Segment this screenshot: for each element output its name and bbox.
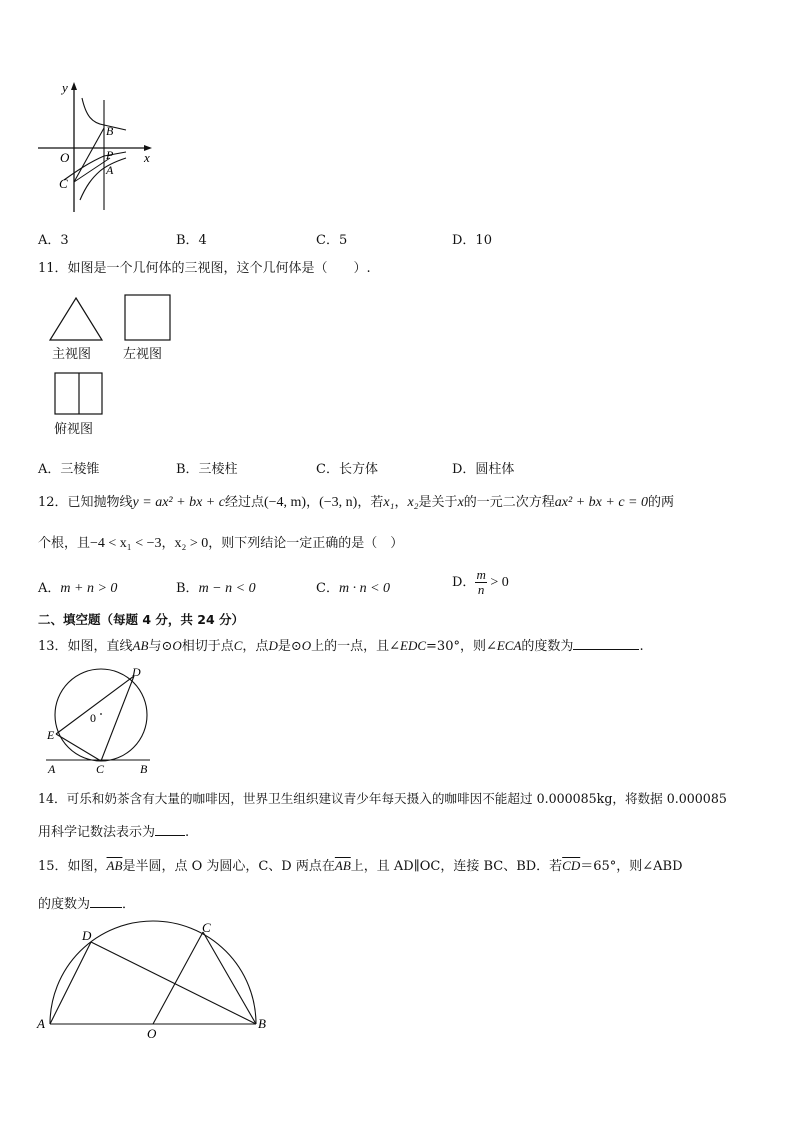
q12-option-d-den: n — [477, 582, 485, 597]
q12-option-b-label: B． — [176, 581, 199, 596]
q12-line2-a: 个根，且 — [38, 536, 91, 551]
q13-o: O — [172, 638, 182, 653]
q14-line2-end: . — [185, 825, 190, 840]
q12-option-d-fraction — [475, 568, 486, 597]
q12-text-b: 经过点 — [224, 495, 264, 510]
q12-stem-line1 — [38, 494, 674, 512]
q15-text-b: 是半圆，点 O 为圆心，C、D 两点在 — [122, 859, 335, 874]
q12-option-d-tail: > 0 — [486, 575, 509, 590]
q15-arc-cd: $\overline{CD}$ — [562, 858, 581, 873]
q10-label-b: B — [106, 124, 114, 138]
q13-fig-b: B — [140, 762, 148, 776]
q13-eca: ECA — [496, 638, 522, 653]
q10-option-d: D．10 — [452, 233, 492, 248]
q12-option-c-label: C． — [316, 581, 339, 596]
q12-option-a — [38, 577, 117, 597]
q14-line2 — [38, 822, 189, 842]
q12-comma3: ， — [161, 536, 175, 551]
q15-text-d: ＝65°，则∠ABD — [580, 859, 683, 874]
q12-option-c-expr: m · n < 0 — [338, 581, 391, 596]
q15-arc-ab: $\overline{AB}$ — [106, 858, 123, 873]
q15-line2 — [38, 894, 135, 914]
q12-point1: (−4, m) — [263, 495, 307, 510]
q13-text-a: 13．如图，直线 — [38, 639, 133, 654]
q15-line2-end: ． — [122, 897, 136, 912]
q15-text-c: 上，且 AD∥OC，连接 BC、BD．若 — [350, 859, 563, 874]
q10-graph — [30, 78, 160, 218]
q11-front-view — [48, 296, 104, 342]
q15-text-a: 15．如图， — [38, 859, 107, 874]
q12-text-d: 是关于 — [418, 495, 458, 510]
q11-caption-front: 主视图 — [52, 347, 92, 362]
q12-x1: x₁ — [383, 495, 395, 510]
q12-stem-line2 — [38, 535, 403, 553]
q13-fig-a: A — [48, 762, 56, 776]
q12-option-d-num: m — [476, 567, 486, 582]
q15-line1 — [38, 857, 683, 876]
q11-option-c: C．长方体 — [316, 462, 378, 477]
q11-option-b: B．三棱柱 — [176, 462, 238, 477]
q12-option-a-label: A． — [38, 581, 61, 596]
q10-option-b: B．4 — [176, 233, 207, 248]
q15-arc-ab-2: $\overline{AB}$ — [334, 858, 351, 873]
q10-label-a: A — [106, 163, 114, 177]
q12-parabola: y = ax² + bx + c — [132, 495, 225, 510]
q15-fig-b: B — [258, 1016, 266, 1031]
q13-o2: O — [301, 638, 312, 653]
q12-option-d-label: D． — [452, 575, 476, 590]
q12-ineq1: −4 < x₁ < −3 — [90, 536, 162, 551]
q12-comma2: ， — [394, 495, 408, 510]
q13-fig-d: D — [132, 665, 141, 679]
q13-fig-o: 0 — [90, 711, 96, 725]
q12-point2: (−3, n) — [319, 495, 358, 510]
q12-x: x — [457, 495, 464, 510]
q13-text-f: 上的一点，且∠ — [311, 639, 401, 654]
q13-answer-blank[interactable] — [573, 636, 639, 650]
q12-text-a: 12．已知抛物线 — [38, 495, 133, 510]
q12-option-d — [452, 568, 509, 597]
q11-left-view — [124, 294, 172, 342]
q15-figure — [36, 918, 276, 1042]
q13-edc: EDC — [400, 638, 427, 653]
q15-fig-a: A — [37, 1016, 45, 1031]
q13-text-h: 的度数为 — [521, 639, 574, 654]
q13-c: C — [233, 638, 243, 653]
q15-line2-text: 的度数为 — [38, 897, 91, 912]
q13-text-b: 与⊙ — [148, 639, 173, 654]
q13-fig-c: C — [96, 762, 105, 776]
q12-text-f: 的两 — [647, 495, 674, 510]
q12-x2: x₂ — [407, 495, 419, 510]
q10-label-o: O — [60, 150, 70, 165]
q12-equation: ax² + bx + c = 0 — [554, 495, 648, 510]
q15-fig-c: C — [202, 920, 211, 935]
q13-text-g: =30°，则∠ — [426, 639, 497, 654]
q13-ab: AB — [132, 638, 149, 653]
q13-d: D — [268, 638, 278, 653]
q12-text-c: ，若 — [357, 495, 384, 510]
q10-label-y: y — [62, 80, 68, 95]
section-fill-in-title: 二、填空题（每题 4 分，共 24 分） — [38, 612, 245, 627]
q12-option-b-expr: m − n < 0 — [198, 581, 256, 596]
q12-line2-b: ，则下列结论一定正确的是（ ） — [208, 536, 404, 551]
q10-label-c: C — [59, 176, 68, 191]
q11-top-view — [54, 372, 104, 416]
q10-option-c: C．5 — [316, 233, 348, 248]
q10-option-a: A．3 — [38, 233, 69, 248]
q13-text-c: 相切于点 — [181, 639, 234, 654]
q12-text-e: 的一元二次方程 — [463, 495, 555, 510]
q13-end: . — [639, 639, 644, 654]
q10-label-x: x — [144, 150, 150, 165]
q11-stem: 11．如图是一个几何体的三视图，这个几何体是（ ）. — [38, 261, 371, 276]
q11-caption-top: 俯视图 — [54, 422, 94, 437]
q12-option-a-expr: m + n > 0 — [60, 581, 118, 596]
q13-text-d: ，点 — [242, 639, 269, 654]
q15-fig-o: O — [147, 1026, 157, 1041]
q13-figure — [40, 662, 160, 776]
q10-label-p: P — [106, 148, 114, 162]
q12-option-c — [316, 577, 390, 597]
q11-option-d: D．圆柱体 — [452, 462, 515, 477]
q12-ineq2: x₂ > 0 — [174, 536, 209, 551]
q15-fig-d: D — [82, 928, 92, 943]
q13-text-e: 是⊙ — [277, 639, 302, 654]
q14-answer-blank[interactable] — [155, 822, 185, 836]
q11-caption-left: 左视图 — [123, 347, 163, 362]
q12-option-b — [176, 577, 256, 597]
q14-line2-text: 用科学记数法表示为 — [38, 825, 156, 840]
q15-answer-blank[interactable] — [90, 894, 122, 908]
q13-fig-e: E — [47, 728, 55, 742]
q13-stem — [38, 636, 644, 656]
q14-line1: 14．可乐和奶茶含有大量的咖啡因，世界卫生组织建议青少年每天摄入的咖啡因不能超过 0.000085kg，将数据 0.000085 — [38, 791, 727, 806]
q12-comma: ， — [306, 495, 320, 510]
q11-option-a: A．三棱锥 — [38, 462, 100, 477]
